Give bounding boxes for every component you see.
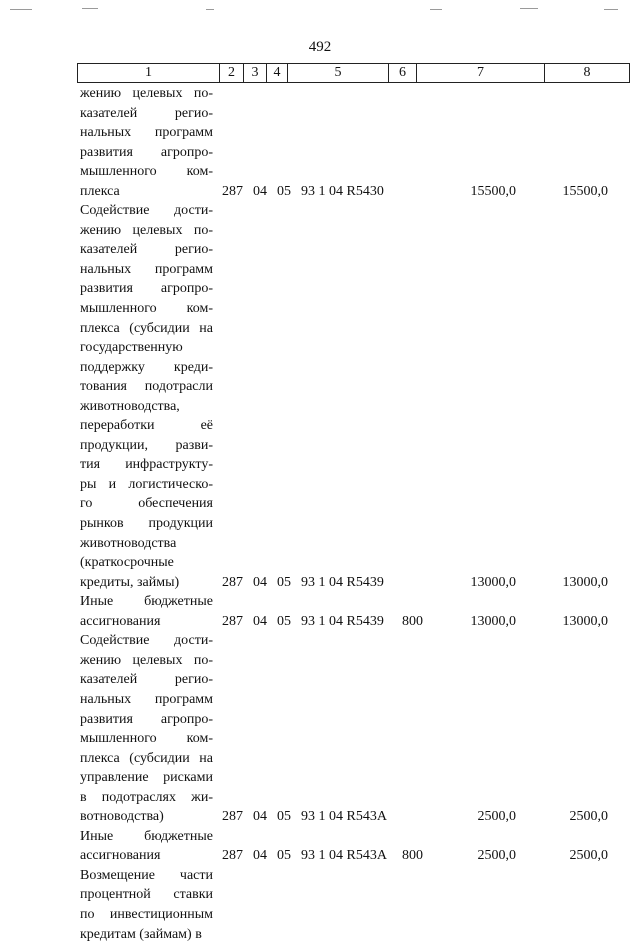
- description-line: в подотраслях жи-: [80, 789, 213, 805]
- column-header-4: 4: [267, 64, 288, 83]
- ministry-code: 287: [222, 183, 243, 199]
- scan-artifact: [82, 8, 98, 9]
- column-header-8: 8: [545, 64, 630, 83]
- description-line: жению целевых по-: [80, 652, 213, 668]
- budget-table-body: [80, 84, 620, 944]
- description-line: тия инфраструкту-: [80, 457, 213, 473]
- description-line: Содействие дости-: [80, 633, 213, 649]
- description-line: казателей регио-: [80, 105, 213, 121]
- target-article-code: 93 1 04 R5430: [301, 183, 384, 199]
- row-description: [80, 827, 213, 866]
- ministry-code: 287: [222, 809, 243, 825]
- amount-column-8: 13000,0: [562, 613, 608, 629]
- amount-column-8: 2500,0: [569, 809, 608, 825]
- description-line: нальных программ: [80, 691, 213, 707]
- description-line: тования подотрасли: [80, 379, 213, 395]
- amount-column-7: 13000,0: [470, 613, 516, 629]
- amount-column-7: 2500,0: [477, 809, 516, 825]
- amount-column-7: 13000,0: [470, 574, 516, 590]
- table-row: [80, 84, 620, 201]
- description-line: плекса (субсидии на: [80, 750, 213, 766]
- row-description: [80, 201, 213, 592]
- scan-artifact: [604, 9, 618, 10]
- description-line: поддержку креди-: [80, 359, 213, 375]
- amount-column-7: 2500,0: [477, 848, 516, 864]
- description-line: мышленного ком-: [80, 301, 213, 317]
- description-line: казателей регио-: [80, 242, 213, 258]
- amount-column-8: 15500,0: [562, 183, 608, 199]
- column-header-row: [77, 63, 630, 83]
- description-line: Содействие дости-: [80, 203, 213, 219]
- subsection-code: 05: [277, 848, 291, 864]
- target-article-code: 93 1 04 R543A: [301, 809, 387, 825]
- description-line: ры и логистическо-: [80, 476, 213, 492]
- description-line: животноводства: [80, 535, 177, 551]
- row-description: [80, 592, 213, 631]
- scan-artifact: [10, 9, 32, 10]
- subsection-code: 05: [277, 183, 291, 199]
- description-line: плекса: [80, 183, 120, 199]
- description-line: (краткосрочные: [80, 555, 174, 571]
- description-line: вотноводства): [80, 809, 164, 825]
- description-line: переработки её: [80, 418, 213, 434]
- table-row: [80, 827, 620, 866]
- target-article-code: 93 1 04 R5439: [301, 613, 384, 629]
- column-header-6: 6: [389, 64, 417, 83]
- description-line: ассигнования: [80, 848, 161, 864]
- subsection-code: 05: [277, 809, 291, 825]
- description-line: го обеспечения: [80, 496, 213, 512]
- description-line: государственную: [80, 340, 183, 356]
- row-description: [80, 84, 213, 201]
- amount-column-8: 2500,0: [569, 848, 608, 864]
- column-header-3: 3: [244, 64, 267, 83]
- description-line: нальных программ: [80, 125, 213, 141]
- description-line: ассигнования: [80, 613, 161, 629]
- description-line: жению целевых по-: [80, 222, 213, 238]
- description-line: Возмещение части: [80, 867, 213, 883]
- column-header-1: 1: [78, 64, 220, 83]
- scan-artifact: [430, 9, 442, 10]
- description-line: жению целевых по-: [80, 86, 213, 101]
- description-line: животноводства,: [80, 398, 180, 414]
- subsection-code: 05: [277, 613, 291, 629]
- description-line: развития агропро-: [80, 281, 213, 297]
- section-code: 04: [253, 574, 267, 590]
- description-line: рынков продукции: [80, 516, 213, 532]
- description-line: процентной ставки: [80, 887, 213, 903]
- scan-artifact: [520, 8, 538, 9]
- table-row: [80, 201, 620, 592]
- column-header-7: 7: [417, 64, 545, 83]
- description-line: развития агропро-: [80, 144, 213, 160]
- description-line: мышленного ком-: [80, 164, 213, 180]
- page-number: 492: [308, 39, 332, 55]
- scan-artifact: [206, 9, 214, 10]
- table-row: [80, 631, 620, 826]
- description-line: казателей регио-: [80, 672, 213, 688]
- description-line: кредиты, займы): [80, 574, 180, 590]
- description-line: Иные бюджетные: [80, 594, 213, 610]
- description-line: Иные бюджетные: [80, 828, 213, 844]
- section-code: 04: [253, 848, 267, 864]
- description-line: развития агропро-: [80, 711, 213, 727]
- ministry-code: 287: [222, 613, 243, 629]
- section-code: 04: [253, 613, 267, 629]
- ministry-code: 287: [222, 574, 243, 590]
- expense-type-code: 800: [402, 613, 423, 629]
- description-line: нальных программ: [80, 261, 213, 277]
- row-description: [80, 631, 213, 826]
- description-line: плекса (субсидии на: [80, 320, 213, 336]
- amount-column-8: 13000,0: [562, 574, 608, 590]
- section-code: 04: [253, 809, 267, 825]
- target-article-code: 93 1 04 R543A: [301, 848, 387, 864]
- amount-column-7: 15500,0: [470, 183, 516, 199]
- description-line: продукции, разви-: [80, 437, 213, 453]
- description-line: по инвестиционным: [80, 906, 213, 922]
- target-article-code: 93 1 04 R5439: [301, 574, 384, 590]
- table-row: [80, 592, 620, 631]
- description-line: управление рисками: [80, 770, 213, 786]
- column-header-5: 5: [288, 64, 389, 83]
- expense-type-code: 800: [402, 848, 423, 864]
- column-header-2: 2: [220, 64, 244, 83]
- description-line: кредитам (займам) в: [80, 926, 202, 942]
- ministry-code: 287: [222, 848, 243, 864]
- section-code: 04: [253, 183, 267, 199]
- description-line: мышленного ком-: [80, 731, 213, 747]
- subsection-code: 05: [277, 574, 291, 590]
